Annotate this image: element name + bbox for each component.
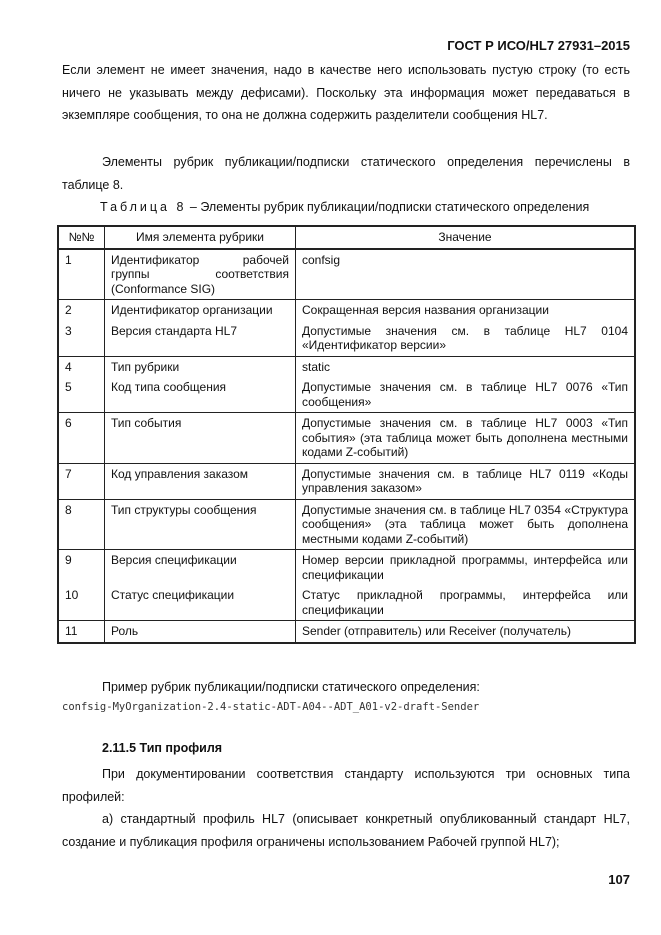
row-value: Допустимые значения см. в таблице HL7 0003 «Тип события» (эта таблица может быть дополнена местными кодами Z-событий) — [296, 413, 636, 464]
row-number: 2 — [58, 300, 105, 321]
example-intro: Пример рубрик публикации/подписки статического определения: — [102, 680, 480, 694]
table-row — [58, 249, 635, 300]
row-number: 1 — [58, 249, 105, 300]
paragraph-1: Если элемент не имеет значения, надо в качестве него использовать пустую строку (то есть ничего не указывать между дефисами). Поскольку эта информация может передаваться в экземпляре сообщения, то она не должна содержить разделители сообщения HL7. — [62, 63, 630, 122]
row-number: 6 — [58, 413, 105, 464]
table-row — [58, 499, 635, 550]
header-value: Значение — [296, 226, 636, 249]
row-name: Версия стандарта HL7 — [105, 321, 296, 357]
row-number: 8 — [58, 499, 105, 550]
table-caption — [100, 200, 589, 214]
row-name: Статус спецификации — [105, 585, 296, 621]
header-element-name: Имя элемента рубрики — [105, 226, 296, 249]
row-value: Статус прикладной программы, интерфейса или спецификации — [296, 585, 636, 621]
row-value: Допустимые значения см. в таблице HL7 0104 «Идентификатор версии» — [296, 321, 636, 357]
row-name: Роль — [105, 621, 296, 643]
row-value: Допустимые значения см. в таблице HL7 0354 «Структура сообщения» (эта таблица может быть дополнена местными кодами Z-событий) — [296, 499, 636, 550]
table-row — [58, 413, 635, 464]
table-caption-prefix: Таблица 8 — [100, 200, 187, 214]
row-value: Номер версии прикладной программы, интерфейса или спецификации — [296, 550, 636, 586]
row-number: 5 — [58, 377, 105, 413]
table-row — [58, 463, 635, 499]
section-title: 2.11.5 Тип профиля — [102, 741, 223, 755]
row-name: Идентификатор организации — [105, 300, 296, 321]
row-value: confsig — [296, 249, 636, 300]
row-name: Тип структуры сообщения — [105, 499, 296, 550]
table-row — [58, 321, 635, 357]
table-header-row — [58, 226, 635, 249]
table-row — [58, 356, 635, 377]
page-number: 107 — [608, 872, 630, 887]
row-number: 9 — [58, 550, 105, 586]
example-code: confsig-MyOrganization-2.4-static-ADT-A04--ADT_A01-v2-draft-Sender — [62, 701, 480, 713]
row-value: Допустимые значения см. в таблице HL7 0076 «Тип сообщения» — [296, 377, 636, 413]
table-row — [58, 621, 635, 643]
table-row — [58, 550, 635, 586]
row-name: Тип рубрики — [105, 356, 296, 377]
row-name: Код управления заказом — [105, 463, 296, 499]
elements-table — [57, 225, 636, 644]
row-value: Sender (отправитель) или Receiver (получатель) — [296, 621, 636, 643]
row-number: 10 — [58, 585, 105, 621]
row-value: Допустимые значения см. в таблице HL7 0119 «Коды управления заказом» — [296, 463, 636, 499]
paragraph-3: При документировании соответствия стандарту используются три основных типа профилей: — [62, 767, 630, 804]
row-number: 3 — [58, 321, 105, 357]
table-row — [58, 300, 635, 321]
row-name: Код типа сообщения — [105, 377, 296, 413]
table-caption-text: – Элементы рубрик публикации/подписки статического определения — [189, 200, 590, 214]
table-row — [58, 585, 635, 621]
paragraph-4: а) стандартный профиль HL7 (описывает конкретный опубликованный стандарт HL7, создание и публикация профиля ограничены использованием Рабочей группой HL7); — [62, 812, 630, 849]
row-number: 11 — [58, 621, 105, 643]
row-value: Сокращенная версия названия организации — [296, 300, 636, 321]
row-number: 4 — [58, 356, 105, 377]
document-header: ГОСТ Р ИСО/HL7 27931–2015 — [447, 38, 630, 53]
row-value: static — [296, 356, 636, 377]
row-name: Тип события — [105, 413, 296, 464]
table-row — [58, 377, 635, 413]
row-name: Идентификатор рабочей группы соответствия (Conformance SIG) — [105, 249, 296, 300]
header-number: №№ — [58, 226, 105, 249]
row-name: Версия спецификации — [105, 550, 296, 586]
paragraph-2: Элементы рубрик публикации/подписки статического определения перечислены в таблице 8. — [62, 155, 630, 192]
row-number: 7 — [58, 463, 105, 499]
